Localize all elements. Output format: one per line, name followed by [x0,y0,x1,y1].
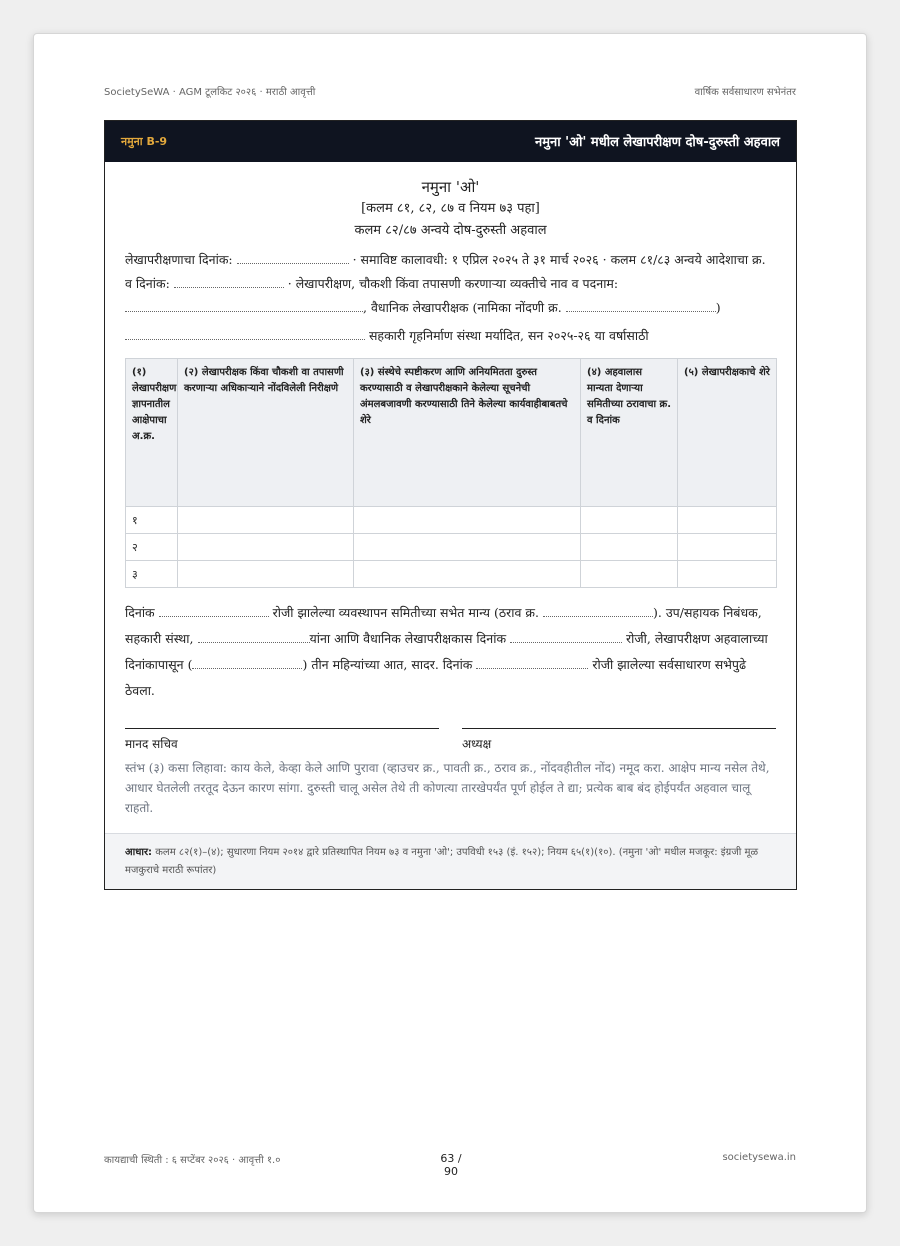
meeting-date-label: दिनांक [125,605,155,620]
chairman-signature: अध्यक्ष [462,728,776,752]
document-page [33,33,867,1213]
auditor-name-blank[interactable] [125,299,363,312]
panel-number-blank[interactable] [566,299,716,312]
table-cell[interactable] [354,534,581,561]
table-cell[interactable] [581,534,678,561]
basis-label: आधार: [125,847,153,858]
table-cell[interactable] [678,561,777,588]
society-name-blank[interactable] [125,327,365,340]
col-observations: (२) लेखापरीक्षक किंवा चौकशी वा तपासणी करणाऱ्या अधिकाऱ्याने नोंदविलेली निरीक्षणे [178,359,354,507]
table-cell[interactable] [178,534,354,561]
heading-subtitle: कलम ८२/८७ अन्वये दोष-दुरुस्ती अहवाल [354,223,547,238]
auditor-panel-text: , वैधानिक लेखापरीक्षक (नामिका नोंदणी क्र. [363,300,562,315]
heading-section-ref: [कलम ८१, ८२, ८७ व नियम ७३ पहा] [361,201,540,216]
column-3-instructions: स्तंभ (३) कसा लिहावा: काय केले, केव्हा केले आणि पुरावा (व्हाउचर क्र., पावती क्र., ठराव क्र., नोंदवहीतील नोंद) नमूद करा. आक्षेप मान्य नसेल तेथे, आधार घेतलेली तरतूद देऊन कारण सांगा. दुरुस्ती चालू असेल तेथे ती कोणत्या तारखेपर्यंत पूर्ण होईल ते द्या; प्रत्येक बाब बंद होईपर्यंत अहवाल चालू राहतो. [125,761,770,815]
report-date-blank[interactable] [192,656,302,669]
header-right-text: वार्षिक सर्वसाधारण सभेनंतर [694,87,796,98]
row-number: २ [126,534,178,561]
footer-left-text: कायद्याची स्थिती : ६ सप्टेंबर २०२६ · आवृत्ती १.० [104,1155,281,1166]
document-heading [105,176,796,242]
form-code: नमुना B-9 [121,135,168,148]
rectification-table [125,358,777,588]
legal-basis-box [105,833,796,889]
table-row [126,561,777,588]
audit-date-label: लेखापरीक्षणाचा दिनांक: [125,252,233,267]
signature-block [125,728,776,758]
agm-text: रोजी झालेल्या सर्वसाधारण सभेपुढे ठेवला. [125,657,747,698]
table-row [126,534,777,561]
audit-date-blank[interactable] [237,251,349,264]
secretary-signature: मानद सचिव [125,728,439,752]
society-year-text: सहकारी गृहनिर्माण संस्था मर्यादित, सन २०२५-२६ या वर्षासाठी [368,328,649,343]
footer-website: societysewa.in [722,1152,796,1163]
form-title: नमुना 'ओ' मधील लेखापरीक्षण दोष-दुरुस्ती अहवाल [535,135,780,150]
agm-date-blank[interactable] [476,656,588,669]
table-header-row [126,359,777,507]
submission-date-blank[interactable] [510,630,622,643]
resolution-number-blank[interactable] [543,604,653,617]
col-auditor-remarks: (५) लेखापरीक्षकाचे शेरे [678,359,777,507]
table-row [126,507,777,534]
table-cell[interactable] [581,507,678,534]
header-left-text: SocietySeWA · AGM टूलकिट २०२६ · मराठी आवृत्ती [104,87,316,98]
table-cell[interactable] [678,507,777,534]
period-and-order-text: · समाविष्ट कालावधी: १ एप्रिल २०२५ ते ३१ मार्च २०२६ · कलम ८१/८३ अन्वये आदेशाचा क्र. व दिनांक: [125,252,766,291]
submission-paragraph [125,600,776,704]
registrar-text: ). उप/सहायक निबंधक, सहकारी संस्था, [125,605,762,646]
form-title-bar [105,121,796,162]
form-card [104,120,797,890]
closing-paren: ) [715,300,721,315]
basis-text: कलम ८२(१)–(४); सुधारणा नियम २०१४ द्वारे प्रतिस्थापित नियम ७३ व नमुना 'ओ'; उपविधी १५३ (इं. १५२); नियम ६५(१)(१०). (नमुना 'ओ' मधील मजकूर: इंग्रजी मूळ मजकुराचे मराठी रूपांतर) [125,847,759,876]
auditor-name-label: · लेखापरीक्षण, चौकशी किंवा तपासणी करणाऱ्या व्यक्तीचे नाव व पदनाम: [287,276,619,291]
table-cell[interactable] [354,507,581,534]
society-name-line [125,324,776,348]
committee-approval-text: रोजी झालेल्या व्यवस्थापन समितीच्या सभेत मान्य (ठराव क्र. [272,605,540,620]
row-number: ३ [126,561,178,588]
table-cell[interactable] [178,507,354,534]
order-number-blank[interactable] [174,275,284,288]
col-objection-number: (१) लेखापरीक्षण ज्ञापनातील आक्षेपाचा अ.क्र. [126,359,178,507]
table-cell[interactable] [678,534,777,561]
submission-date-label: यांना आणि वैधानिक लेखापरीक्षकास दिनांक [309,631,507,646]
heading-form-name: नमुना 'ओ' [421,178,480,196]
col-resolution-number-date: (४) अहवालास मान्यता देणाऱ्या समितीच्या ठरावाचा क्र. व दिनांक [581,359,678,507]
table-cell[interactable] [354,561,581,588]
col-society-explanation: (३) संस्थेचे स्पष्टीकरण आणि अनियमितता दुरुस्त करण्यासाठी व लेखापरीक्षकाने केलेल्या सूचनेची अंमलबजावणी करण्यासाठी तिने केलेल्या कार्यवाहीबाबतचे शेरे [354,359,581,507]
table-cell[interactable] [178,561,354,588]
audit-details-paragraph [125,248,776,320]
registrar-name-blank[interactable] [198,630,310,643]
meeting-date-blank[interactable] [159,604,269,617]
page-number: 63 / 90 [440,1152,462,1178]
three-months-text: ) तीन महिन्यांच्या आत, सादर. दिनांक [302,657,473,672]
row-number: १ [126,507,178,534]
report-date-text: रोजी, लेखापरीक्षण अहवालाच्या दिनांकापासून ( [125,631,768,672]
table-cell[interactable] [581,561,678,588]
